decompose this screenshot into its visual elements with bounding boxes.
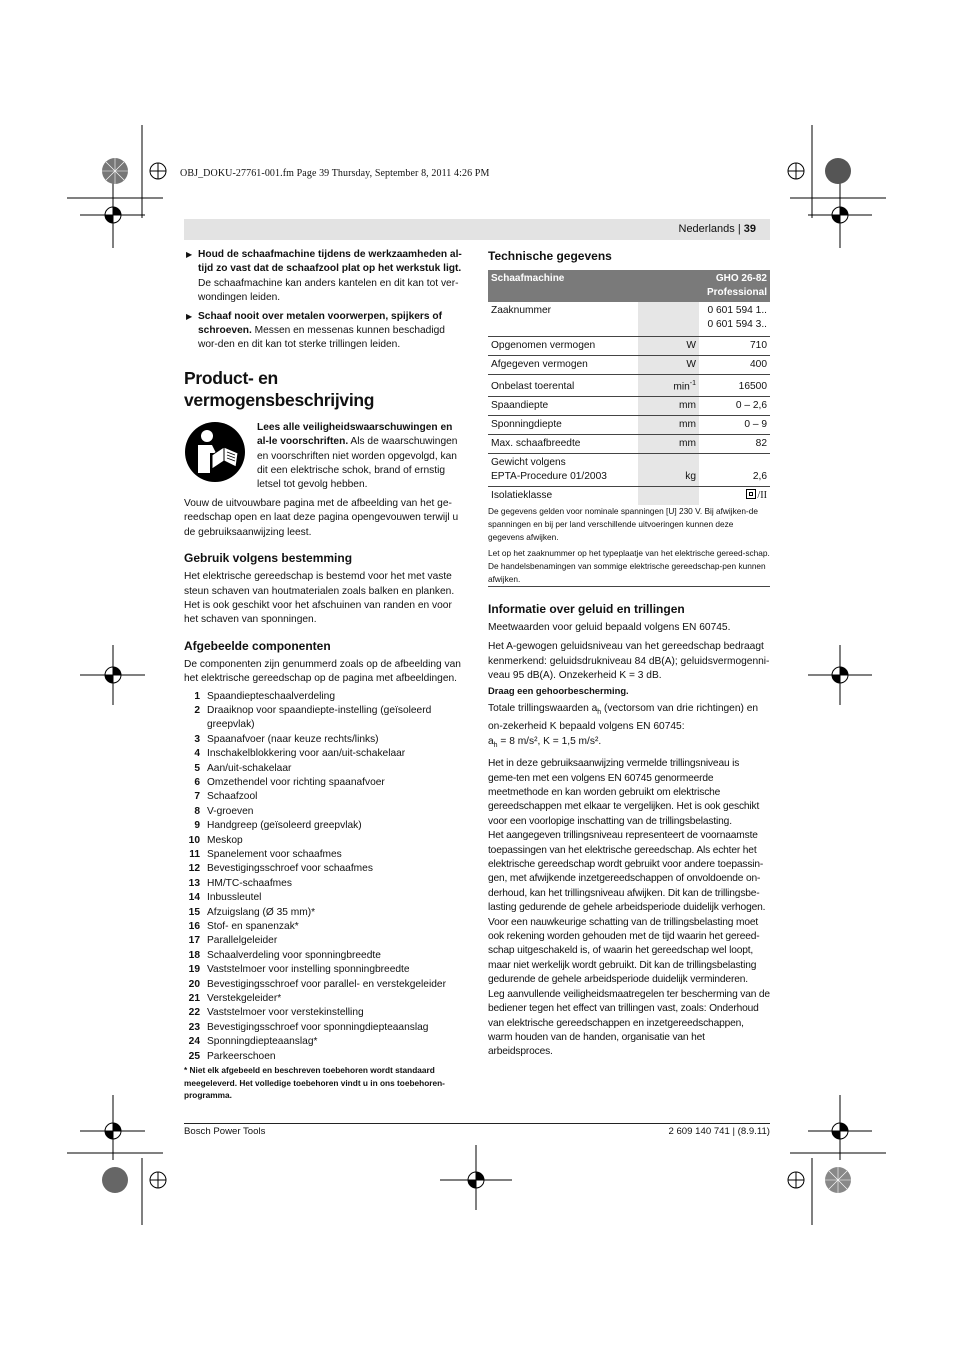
list-item: 19 Vaststelmoer voor instelling sponningbreedte bbox=[188, 964, 410, 976]
table-header-product: GHO 26-82 Professional bbox=[699, 270, 770, 302]
read-instructions-warning bbox=[184, 421, 467, 493]
noise-title: Informatie over geluid en trillingen bbox=[488, 601, 685, 616]
components-intro: De componenten zijn genummerd zoals op de afbeelding van het elektrische gereedschap op de pagina met afbeeldingen. bbox=[184, 658, 461, 685]
use-title: Gebruik volgens bestemming bbox=[184, 551, 353, 566]
warning-text: Als de waarschuwingen en voorschriften niet worden opgevolgd, kan dit een elektrische schok, brand of ernstig letsel tot gevolg hebben. bbox=[257, 436, 458, 491]
list-item: 21 Verstekgeleider* bbox=[188, 993, 282, 1005]
use-text: Het elektrische gereedschap is bestemd voor het met vaste steun schaven van houtmaterialen zoals balken en planken. Het is ook geschikt voor het afschuinen van randen en voor het schaven van sponningen. bbox=[184, 571, 455, 626]
table-note: De gegevens gelden voor nominale spanningen [U] 230 V. Bij afwijken-de spanningen en bij per land verschillende uitvoeringen kunnen deze gegevens afwijken. bbox=[488, 505, 758, 542]
left-column bbox=[184, 248, 467, 1102]
list-item: 22 Vaststelmoer voor verstekinstelling bbox=[188, 1007, 364, 1019]
bullet-bold: Schaaf nooit over metalen voorwerpen, spijkers of schroeven. bbox=[198, 310, 443, 337]
safety-bullet bbox=[184, 248, 467, 306]
components-list bbox=[184, 690, 467, 1065]
list-item: 2 Draaiknop voor spaandiepte-instelling (geïsoleerd greepvlak) bbox=[194, 704, 432, 731]
table-row: Sponningdiepte mm 0 – 9 bbox=[488, 415, 770, 434]
table-note: Let op het zaaknummer op het typeplaatje van het elektrische gereed-schap. De handelsbenamingen van sommige elektrische gereedschap-pen kunnen afwijken. bbox=[488, 547, 770, 584]
table-row: Max. schaafbreedte mm 82 bbox=[488, 434, 770, 453]
list-item: 7 Schaafzool bbox=[194, 791, 258, 803]
list-item: 17 Parallelgeleider bbox=[188, 935, 278, 947]
list-item: 4 Inschakelblokkering voor aan/uit-schakelaar bbox=[194, 748, 406, 760]
vibration-values: $a_h = 8$ m/s², K = 1,5 m/s². bbox=[488, 735, 602, 749]
list-item: 20 Bevestigingsschroef voor parallel- en verstekgeleider bbox=[188, 978, 446, 990]
fold-instruction: Vouw de uitvouwbare pagina met de afbeelding van het ge-reedschap open en laat deze pagina opengevouwen terwijl u de gebruiksaanwijzing leest. bbox=[184, 497, 459, 538]
table-header-model: Schaafmachine bbox=[488, 270, 638, 302]
bullet-text: De schaafmachine kan anders kantelen en dit kan tot ver-wondingen leiden. bbox=[198, 277, 459, 304]
noise-text: Meetwaarden voor geluid bepaald volgens EN 60745. bbox=[488, 621, 731, 633]
list-item: 10 Meskop bbox=[188, 834, 243, 846]
accessories-footnote: * Niet elk afgebeeld en beschreven toebehoren wordt standaard meegeleverd. Het volledige toebehoren vindt u in ons toebehoren-programma. bbox=[184, 1065, 445, 1101]
list-item: 15 Afzuigslang (Ø 35 mm)* bbox=[188, 906, 316, 918]
list-item: 12 Bevestigingsschroef voor schaafmes bbox=[188, 863, 373, 875]
tech-title: Technische gegevens bbox=[488, 249, 612, 263]
warning-bold: Lees alle veiligheidswaarschuwingen en al-le voorschriften. bbox=[257, 421, 453, 448]
noise-text: Het A-gewogen geluidsniveau van het gereedschap bedraagt kenmerkend: geluidsdrukniveau 84 dB(A); geluidsvermogenni-veau 95 dB(A). Onzekerheid K = 3 dB. bbox=[488, 641, 770, 682]
table-row: Opgenomen vermogen W 710 bbox=[488, 336, 770, 355]
bullet-text: Messen en messenas kunnen beschadigd wor-den en dit kan tot sterke trillingen leiden. bbox=[198, 325, 445, 351]
header-language: Nederlands bbox=[678, 223, 735, 235]
table-row: Spaandiepte mm 0 – 2,6 bbox=[488, 396, 770, 415]
table-row: Afgegeven vermogen W 400 bbox=[488, 355, 770, 374]
vibration-text: Het in deze gebruiksaanwijzing vermelde trillingsniveau is geme-ten met een volgens EN 60745 genormeerde meetmethode en kan worden gebruikt om elektrische gereedschappen met elkaar te vergelijken. Het is ook geschikt voor een voorlopige inschatting van de trillingsbelasting. bbox=[488, 758, 760, 827]
right-column bbox=[488, 248, 770, 1060]
hearing-protection-note: Draag een gehoorbescherming. bbox=[488, 684, 629, 696]
print-header: OBJ_DOKU-27761-001.fm Page 39 Thursday, September 8, 2011 4:26 PM bbox=[180, 168, 490, 179]
list-item: 24 Sponningdiepteaanslag* bbox=[188, 1036, 318, 1048]
bullet-arrow-icon: ▶ bbox=[186, 250, 193, 259]
bullet-arrow-icon: ▶ bbox=[186, 311, 193, 321]
protection-class-icon bbox=[746, 489, 756, 499]
vibration-text: Het aangegeven trillingsniveau representeert de voornaamste toepassingen van het elektrische gereedschap. Als echter het elektrische gereedschap wordt gebruikt voor andere toepassin-gen, met afwijkende inzetgereedschappen of onvoldoende on-derhoud, kan het trillingsniveau afwijken. Dit kan de trillingsbe-lasting gedurende de gehele arbeidsperiode duidelijk verhogen. Voor een nauwkeurige schatting van de trillingsbelasting moet ook rekening worden gehouden met de tijd waarin het gereed-schap uitgeschakeld is, of waarin het gereedschap wel loopt, maar niet werkelijk wordt gebruikt. Dit kan de trillingsbelasting gedurende de gehele arbeidsperiode duidelijk verminderen. bbox=[488, 830, 766, 986]
list-item: 16 Stof- en spanenzak* bbox=[188, 921, 299, 933]
list-item: 6 Omzethendel voor richting spaanafvoer bbox=[194, 776, 385, 788]
list-item: 5 Aan/uit-schakelaar bbox=[194, 762, 292, 774]
footer-doc-number: 2 609 140 741 | (8.9.11) bbox=[668, 1126, 770, 1137]
header-separator: | bbox=[734, 223, 744, 235]
list-item: 23 Bevestigingsschroef voor sponningdiepteaanslag bbox=[188, 1021, 429, 1033]
list-item: 9 Handgreep (geïsoleerd greepvlak) bbox=[194, 820, 362, 832]
table-row: Onbelast toerental $\min^{-1}$ 16500 bbox=[488, 374, 770, 396]
list-item: 3 Spaanafvoer (naar keuze rechts/links) bbox=[194, 733, 379, 745]
read-manual-icon bbox=[184, 421, 246, 483]
page-header bbox=[679, 223, 757, 235]
table-row: Isolatieklasse /II bbox=[488, 486, 770, 505]
list-item: 8 V-groeven bbox=[194, 805, 254, 817]
list-item: 13 HM/TC-schaafmes bbox=[188, 877, 292, 889]
page-number: 39 bbox=[743, 223, 756, 235]
list-item: 1 Spaandiepteschaalverdeling bbox=[194, 690, 336, 702]
list-item: 18 Schaalverdeling voor sponningbreedte bbox=[188, 949, 381, 961]
vibration-text: Totale trillingswaarden $a_h$ (vectorsom van drie richtingen) en on-zekerheid K bepaald volgens EN 60745: bbox=[488, 702, 759, 733]
table-header-unit bbox=[638, 270, 699, 302]
tech-table bbox=[488, 270, 770, 505]
table-notes bbox=[488, 505, 770, 587]
table-header-row bbox=[488, 270, 770, 302]
vibration-text: Leg aanvullende veiligheidsmaatregelen ter bescherming van de bediener tegen het effect van trillingen vast, zoals: Onderhoud van elektrische gereedschappen en inzetgereedschappen, warm houden van de handen, organisatie van het arbeidsproces. bbox=[488, 988, 770, 1058]
section-title: Product- en vermogensbeschrijving bbox=[184, 367, 375, 410]
table-row: Gewicht volgens EPTA-Procedure 01/2003 kg 2,6 bbox=[488, 453, 770, 486]
components-title: Afgebeelde componenten bbox=[184, 638, 331, 653]
list-item: 25 Parkeerschoen bbox=[188, 1050, 276, 1062]
footer-brand: Bosch Power Tools bbox=[184, 1126, 266, 1137]
table-row: Zaaknummer 0 601 594 1.. 0 601 594 3.. bbox=[488, 302, 770, 336]
bullet-bold: Houd de schaafmachine tijdens de werkzaamheden al-tijd zo vast dat de schaafzool plat op het werkstuk ligt. bbox=[198, 249, 462, 275]
list-item: 11 Spanelement voor schaafmes bbox=[189, 849, 342, 860]
page-header-bar bbox=[184, 219, 770, 240]
safety-bullet bbox=[184, 310, 467, 353]
footer-rule bbox=[184, 1123, 770, 1124]
list-item: 14 Inbussleutel bbox=[188, 892, 262, 904]
